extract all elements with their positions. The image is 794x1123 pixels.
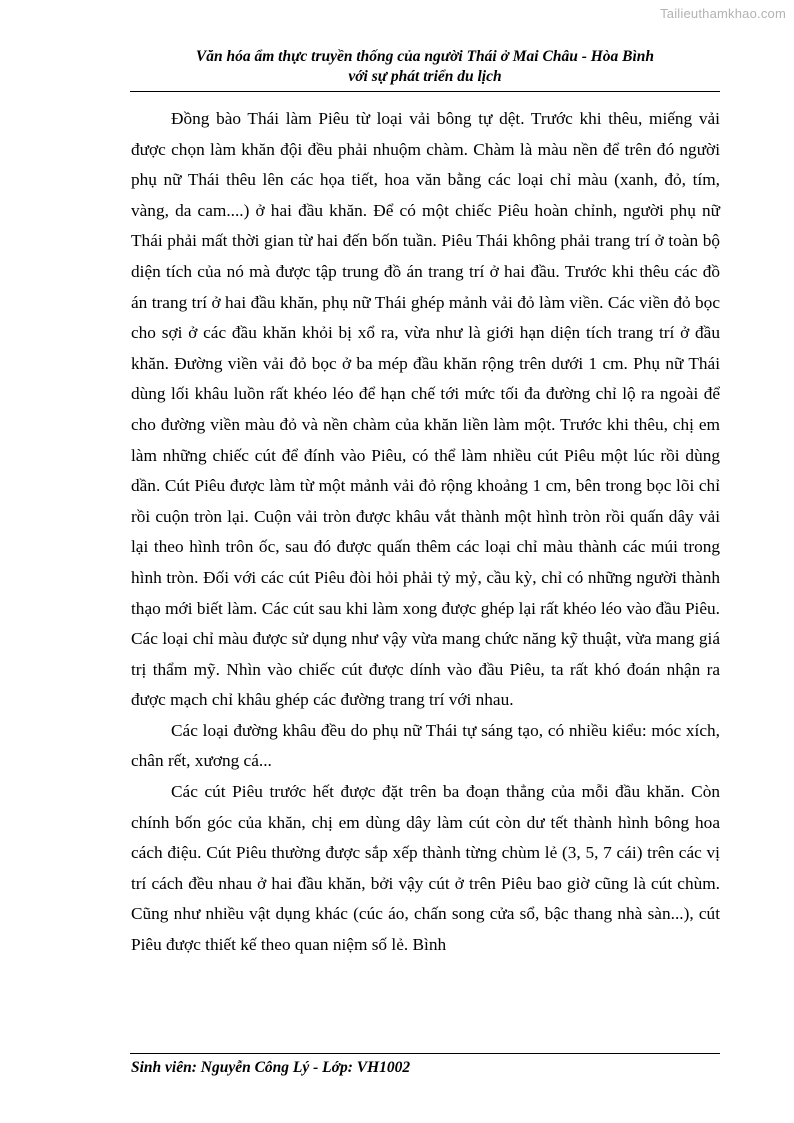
header-title-line2: với sự phát triển du lịch — [348, 68, 502, 85]
paragraph-3: Các cút Piêu trước hết được đặt trên ba đoạn thẳng của mỗi đầu khăn. Còn chính bốn góc của khăn, chị em dùng dây làm cút còn dư tết thành hình bông hoa cách điệu. Cút Piêu thường được sắp xếp thành từng chùm lẻ (3, 5, 7 cái) trên các vị trí cách đều nhau ở hai đầu khăn, bởi vậy cút ở trên Piêu bao giờ cũng là cút chùm. Cũng như nhiều vật dụng khác (cúc áo, chấn song cửa sổ, bậc thang nhà sàn...), cút Piêu được thiết kế theo quan niệm số lẻ. Bình — [131, 782, 720, 955]
header-divider — [130, 91, 720, 92]
document-body — [131, 104, 720, 961]
footer-divider — [130, 1053, 720, 1054]
paragraph-1: Đồng bào Thái làm Piêu từ loại vải bông tự dệt. Trước khi thêu, miếng vải được chọn làm khăn đội đều phải nhuộm chàm. Chàm là màu nền để trên đó người phụ nữ Thái thêu lên các họa tiết, hoa văn bằng các loại chỉ màu (xanh, đỏ, tím, vàng, da cam....) ở hai đầu khăn. Để có một chiếc Piêu hoàn chỉnh, người phụ nữ Thái phải mất thời gian từ hai đến bốn tuần. Piêu Thái không phải trang trí ở toàn bộ diện tích của nó mà được tập trung đồ án trang trí ở hai đầu. Trước khi thêu các đồ án trang trí ở hai đầu khăn, phụ nữ Thái ghép mảnh vải đỏ làm viền. Các viền đỏ bọc cho sợi ở các đầu khăn khỏi bị xổ ra, vừa như là giới hạn diện tích trang trí ở đầu khăn. Đường viền vải đỏ bọc ở ba mép đầu khăn rộng trên dưới 1 cm. Phụ nữ Thái dùng lối khâu luồn rất khéo léo để hạn chế tới mức tối đa đường chỉ lộ ra ngoài để cho đường viền màu đỏ và nền chàm của khăn liền làm một. Trước khi thêu, chị em làm những chiếc cút để đính vào Piêu, có thể làm nhiều cút Piêu một lúc rồi dùng dần. Cút Piêu được làm từ một mảnh vải đỏ rộng khoảng 1 cm, bên trong bọc lõi chỉ rồi cuộn tròn lại. Cuộn vải tròn được khâu vắt thành một hình tròn rồi quấn dây vải lại theo hình trôn ốc, sau đó được quấn thêm các loại chỉ màu thành các múi trong hình tròn. Đối với các cút Piêu đòi hỏi phải tỷ mỷ, cầu kỳ, chỉ có những người thành thạo mới biết làm. Các cút sau khi làm xong được ghép lại rất khéo léo vào đầu Piêu. Các loại chỉ màu được sử dụng như vậy vừa mang chức năng kỹ thuật, vừa mang giá trị thẩm mỹ. Nhìn vào chiếc cút được dính vào đầu Piêu, ta rất khó đoán nhận ra được mạch chỉ khâu ghép các đường trang trí với nhau. — [131, 109, 720, 710]
paragraph-2: Các loại đường khâu đều do phụ nữ Thái tự sáng tạo, có nhiều kiểu: móc xích, chân rết, xương cá... — [131, 720, 720, 771]
page-footer: Sinh viên: Nguyễn Công Lý - Lớp: VH1002 — [131, 1059, 411, 1076]
page-header — [130, 47, 720, 87]
watermark-text: Tailieuthamkhao.com — [660, 6, 786, 21]
header-title-line1: Văn hóa ẩm thực truyền thống của người Thái ở Mai Châu - Hòa Bình — [195, 48, 655, 65]
